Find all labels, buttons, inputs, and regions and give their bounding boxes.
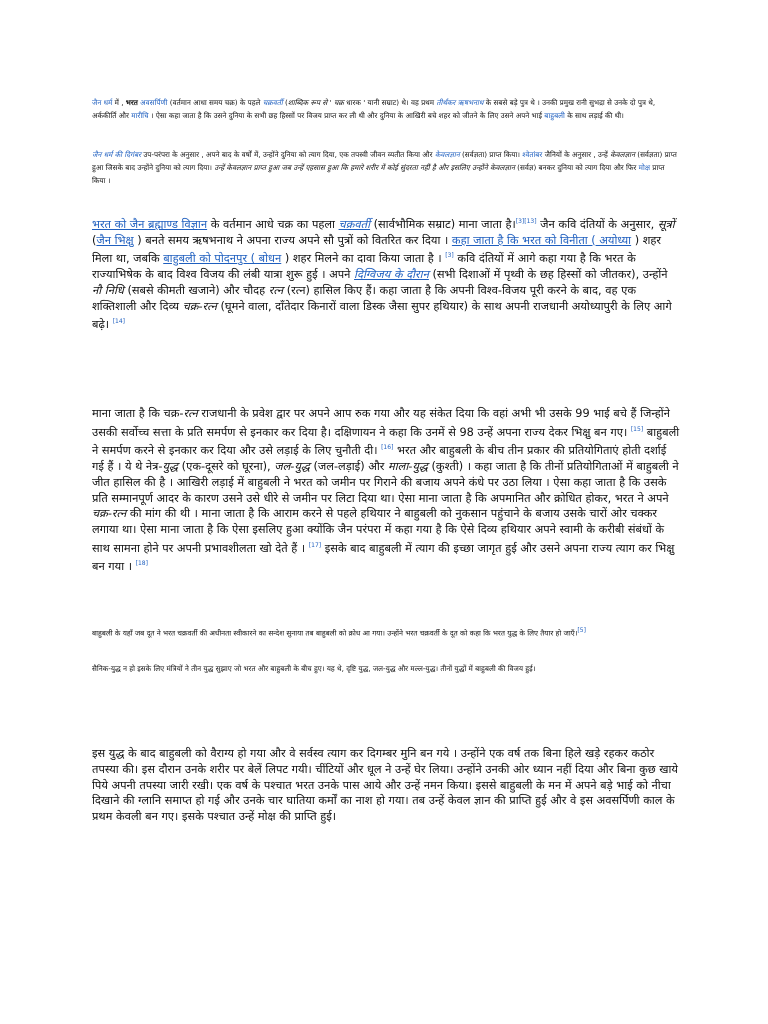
paragraph-cosmology <box>92 214 680 333</box>
text: जैनियों के अनुसार , उन्हें <box>542 150 611 159</box>
text: इसके बाद बाहुबली में त्याग की इच्छा जागृत हुई और उसने अपना राज्य त्याग कर भिक्षु बन गया । <box>92 541 675 574</box>
citation[interactable]: [15] <box>630 425 644 433</box>
link-digvijay[interactable]: दिग्विजय के दौरान <box>354 267 429 281</box>
citation[interactable]: [14] <box>112 318 126 326</box>
link-jain-dharma[interactable]: जैन धर्म <box>92 98 113 107</box>
text: (घूमने वाला, दाँतेदार किनारों वाला डिस्क जैसा सुपर हथियार) के साथ अपनी राजधानी अयोध्यापुरी के लिए आगे बढ़े। <box>92 299 672 332</box>
link-tirthankar-rishabhnath[interactable]: तीर्थंकर ऋषभनाथ <box>436 98 484 107</box>
text: सैनिक-युद्ध न हो इसके लिए मंत्रियों ने तीन युद्ध सुझाए जो भरत और बाहुबली के बीच हुए। यह थे, दृष्टि युद्ध, जल-युद्ध और मल्ल-युद्ध। तीनों युद्धों में बाहुबली की विजय हुई। <box>92 664 536 673</box>
text: (वर्तमान आधा समय चक्र) के पहले <box>167 98 263 107</box>
text: के वर्तमान आधे चक्र का पहला <box>207 217 339 231</box>
link-shvetambar[interactable]: श्वेतांबर <box>522 150 543 159</box>
italic-ratna: रत्न <box>183 407 198 420</box>
link-marichi[interactable]: मारीचि <box>131 111 149 120</box>
text: जैन कवि दंतियों के अनुसार, <box>536 217 658 231</box>
link-jain-monk[interactable]: जैन भिक्षु <box>96 233 134 247</box>
text: (सर्वज्ञता) प्राप्त किया। <box>459 150 523 159</box>
italic-sutra: सूत्रों <box>657 217 675 231</box>
text: (रत्न) हासिल किए हैं। कहा जाता है कि अपनी विश्व-विजय पूरी करने के बाद, वह एक शक्तिशाली और दिव्य <box>92 283 637 313</box>
italic-chakra-ratna: चक्र-रत्न <box>182 299 217 313</box>
italic-chakra-ratna: चक्र-रत्न <box>92 507 127 521</box>
text: ) शहर मिलने का दावा किया जाता है । <box>281 252 446 266</box>
text: (सर्वज्ञ) बनकर दुनिया को त्याग दिया और फिर <box>514 163 639 172</box>
text: (सभी दिशाओं में पृथ्वी के छह हिस्सों को जीतकर), उन्होंने <box>428 267 668 281</box>
citation[interactable]: [5] <box>577 627 586 634</box>
bold-bharat: भरत <box>125 98 138 107</box>
text: (एक-दूसरे को घूरना), <box>178 459 275 473</box>
text: राजधानी के प्रवेश द्वार पर अपने आप रुक गया और यह संकेत दिया कि वहां अभी भी उसके 99 भाई बचे हैं जिन्होंने उसकी सर्वोच्च सत्ता के प्रति समर्पण से इनकार कर दिया है। दक्षिणायन ने कहा कि उनमें से 98 उन्हें अपना राज्य देकर भिक्षु बन गए। <box>92 407 670 439</box>
text: ) शहर मिला था, जबकि <box>92 233 661 266</box>
paragraph-battle <box>92 406 680 575</box>
text: के साथ लड़ाई की थी। <box>564 111 624 120</box>
italic-nav-nidhi: नौ निधि <box>92 283 124 297</box>
citation[interactable]: [3][13] <box>515 218 537 225</box>
paragraph-messenger <box>92 624 680 639</box>
link-vinita-ayodhya[interactable]: कहा जाता है कि भरत को विनीता ( अयोध्या <box>451 233 632 247</box>
citation[interactable]: [3] <box>445 252 454 260</box>
text: (सर्वज्ञता) प्राप्त हुआ जिसके बाद उन्होंने दुनिया को त्याग दिया। <box>92 150 677 172</box>
text: (सबसे कीमती खजाने) और चौदह <box>123 283 269 297</box>
paragraph-three-battles <box>92 662 680 675</box>
link-moksha[interactable]: मोक्ष <box>638 163 650 172</box>
italic-text: उन्हें केवलज्ञान प्राप्त हुआ जब उन्हें एहसास हुआ कि हमारे शरीर में कोई सुंदरता नहीं है और इसलिए उन्होंने केवलज्ञान <box>214 163 515 172</box>
citation[interactable]: [17] <box>308 541 322 549</box>
link-podanpur[interactable]: बाहुबली को पोदनपुर ( बोधन <box>163 252 282 266</box>
italic-jal-yuddh: जल-युद्ध <box>274 459 310 473</box>
italic-text: शाब्दिक रूप से ' चक्र <box>287 98 344 107</box>
text: इस युद्ध के बाद बाहुबली को वैराग्य हो गया और वे सर्वस्व त्याग कर दिगम्बर मुनि बन गये । उन्होंने एक वर्ष तक बिना हिले खड़े रहकर कठोर तपस्या की। इस दौरान उनके शरीर पर बेलें लिपट गयी। चींटियों और धूल ने उन्हें घेर लिया। उन्होंने उनकी ओर ध्यान नहीं दिया और बिना कुछ खाये पिये अपनी तपस्या जारी रखी। एक वर्ष के पश्चात भरत उनके पास आये और उन्हें नमन किया। इससे बाहुबली के मन में अपने बड़े भाई को नीचा दिखाने की ग्लानि समाप्त हो गई और उनके चार घातिया कर्मों का नाश हो गया। तब उन्हें केवल ज्ञान की प्राप्ति हुई और वे इस अवसर्पिणी काल के प्रथम केवली बन गए। इसके पश्चात उन्हें मोक्ष की प्राप्ति हुई। <box>92 747 678 824</box>
link-avasarpini[interactable]: अवसर्पिणी <box>140 98 168 107</box>
citation[interactable]: [16] <box>381 444 394 452</box>
paragraph-digambar <box>92 148 680 187</box>
paragraph-renunciation <box>92 746 680 825</box>
italic-ratna: रत्न <box>268 283 284 297</box>
text: कवि दंतियों में आगे कहा गया है कि भरत के राज्याभिषेक के बाद विश्व विजय की लंबी यात्रा शुरू हुई । अपने <box>92 252 636 281</box>
italic-mala-yuddh: माला-युद्ध <box>387 459 428 473</box>
text: बाहुबली ने समर्पण करने से इनकार कर दिया और उसे लड़ाई के लिए चुनौती दी। <box>92 425 680 458</box>
text: ) बनते समय ऋषभनाथ ने अपना राज्य अपने सौ पुत्रों को वितरित कर दिया । <box>133 233 452 247</box>
italic-yuddh: युद्ध <box>162 459 179 473</box>
link-bahubali[interactable]: बाहुबली <box>544 111 565 120</box>
text: प्राप्त किया । <box>92 163 665 185</box>
paragraph-intro <box>92 96 680 122</box>
text: ( <box>282 98 288 107</box>
text: भरत और बाहुबली के बीच तीन प्रकार की प्रतियोगिताएं होती दर्शाई गई हैं । ये थे नेत्र- <box>92 444 667 473</box>
text: धारक ' यानी सम्राट) थे। वह प्रथम <box>343 98 437 107</box>
text: में , <box>112 98 126 107</box>
link-kevalgyan[interactable]: केवलज्ञान <box>434 150 460 159</box>
text: की मांग की थी । माना जाता है कि आराम करने से पहले हथियार ने बाहुबली को नुकसान पहुंचाने के बजाय उसके चारों ओर चक्कर लगाया था। ऐसा माना जाता है कि ऐसा इसलिए हुआ क्योंकि जैन परंपरा में कहा गया है कि ऐसे दिव्य हथियार अपने स्वामी के करीबी संबंधों के साथ सामना होने पर अपनी प्रभावशीलता खो देते हैं । <box>92 507 665 555</box>
text: (जल-लड़ाई) और <box>309 459 388 473</box>
link-jain-cosmology[interactable]: भरत को जैन ब्रह्माण्ड विज्ञान <box>92 217 208 231</box>
text: माना जाता है कि चक्र- <box>92 407 184 420</box>
italic-kevalgyan: केवलज्ञान <box>610 150 635 159</box>
text: ( <box>92 233 97 247</box>
text: (सार्वभौमिक सम्राट) माना जाता है। <box>370 217 516 231</box>
text: बाहुबली के यहाँ जब दूत ने भरत चक्रवर्ती की अधीनता स्वीकारने का सन्देश सुनाया तब बाहुबली को क्रोध आ गया। उन्होंने भरत चक्रवर्ती के दूत को कहा कि भरत युद्ध के लिए तैयार हो जाएँ। <box>92 628 578 638</box>
citation[interactable]: [18] <box>135 560 148 568</box>
link-digambar[interactable]: जैन धर्म की दिगंबर <box>92 150 142 159</box>
text: के सबसे बड़े पुत्र थे । उनकी प्रमुख रानी सुभद्रा से उनके दो पुत्र थे, अर्ककीर्ति और <box>92 98 656 120</box>
text: । ऐसा कहा जाता है कि उसने दुनिया के सभी छह हिस्सों पर विजय प्राप्त कर ली थी और दुनिया के आखिरी बचे शहर को जीतने के लिए उसने अपने भाई <box>148 111 545 120</box>
text: (कुश्ती) । कहा जाता है कि तीनों प्रतियोगिताओं में बाहुबली ने जीत हासिल की है । आखिरी लड़ाई में बाहुबली ने भरत को जमीन पर गिराने की बजाय अपने कंधे पर उठा लिया । ऐसा कहा जाता है कि उसके प्रति सम्मानपूर्ण आदर के कारण उसने उसे धीरे से जमीन पर लिटा दिया था। ऐसा माना जाता है कि अपमानित और क्रोधित होकर, भरत ने अपने <box>92 459 679 505</box>
link-chakravarti[interactable]: चक्रवर्ती <box>338 217 371 231</box>
italic-chakravarti: चक्रवर्ती <box>262 98 283 107</box>
text: उप-परंपरा के अनुसार , अपने बाद के वर्षों में, उन्होंने दुनिया को त्याग दिया, एक तपस्वी जीवन व्यतीत किया और <box>141 150 435 159</box>
